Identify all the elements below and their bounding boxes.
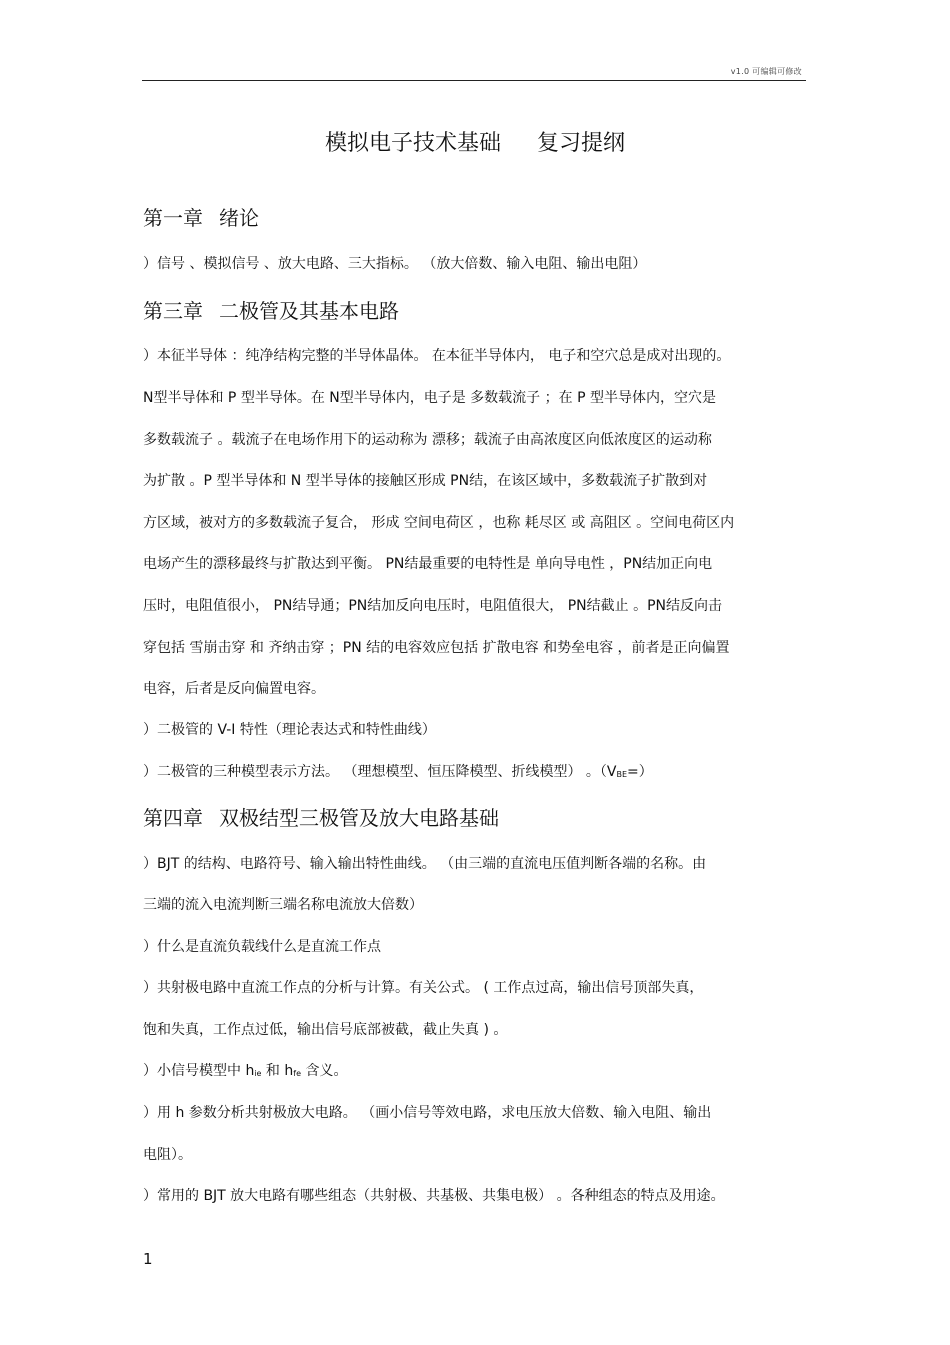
hie-subscript: ie	[254, 1069, 262, 1078]
page-number: 1	[143, 1250, 153, 1268]
chapter-3-name: 二极管及其基本电路	[219, 299, 399, 323]
chapter-4-label: 第四章	[143, 806, 203, 830]
chapter-4-item-4-c: 含义。	[301, 1063, 348, 1079]
chapter-1-heading	[143, 202, 259, 231]
chapter-3-para-line-8: 穿包括 雪崩击穿 和 齐纳击穿 ；PN 结的电容效应包括 扩散电容 和势垒电容 ，前者是正向偏置	[143, 640, 730, 656]
chapter-4-name: 双极结型三极管及放大电路基础	[219, 806, 499, 830]
chapter-1-item-1: ）信号 、模拟信号 、放大电路、三大指标。 （放大倍数、输入电阻、输出电阻）	[143, 256, 647, 272]
document-title	[0, 126, 950, 157]
chapter-3-item-3-end: =）	[627, 764, 653, 780]
chapter-3-para-line-9: 电容，后者是反向偏置电容。	[143, 681, 325, 697]
chapter-4-item-2: ）什么是直流负载线什么是直流工作点	[143, 939, 381, 955]
title-part-1: 模拟电子技术基础	[324, 131, 501, 156]
chapter-4-item-5-line-1: ）用 h 参数分析共射极放大电路。 （画小信号等效电路，求电压放大倍数、输入电阻、输出	[143, 1105, 712, 1121]
vbe-subscript: BE	[616, 770, 628, 779]
chapter-4-item-1-line-1: ）BJT 的结构、电路符号、输入输出特性曲线。 （由三端的直流电压值判断各端的名称。由	[143, 856, 707, 872]
chapter-1-name: 绪论	[219, 206, 259, 230]
chapter-4-item-4-b: 和 h	[261, 1063, 294, 1079]
chapter-4-heading	[143, 802, 499, 831]
header-rule	[142, 80, 806, 81]
chapter-3-item-3-text: ）二极管的三种模型表示方法。 （理想模型、恒压降模型、折线模型） 。（V	[143, 764, 617, 780]
chapter-3-para-line-6: 电场产生的漂移最终与扩散达到平衡。 PN结最重要的电特性是 单向导电性 ，PN结加正向电	[143, 556, 713, 572]
chapter-1-label: 第一章	[143, 206, 203, 230]
chapter-3-item-3	[143, 761, 808, 781]
chapter-3-label: 第三章	[143, 299, 203, 323]
chapter-3-item-2: ）二极管的 V-I 特性（理论表达式和特性曲线）	[143, 722, 436, 738]
chapter-3-para-line-2: N型半导体和 P 型半导体。在 N型半导体内，电子是 多数载流子 ；在 P 型半导体内，空穴是	[143, 390, 716, 406]
chapter-4-item-1-line-2: 三端的流入电流判断三端名称电流放大倍数）	[143, 897, 423, 913]
chapter-3-para-line-1: ）本征半导体 ：纯净结构完整的半导体晶体。 在本征半导体内， 电子和空穴总是成对出现的。	[143, 348, 731, 364]
chapter-3-para-line-5: 方区域，被对方的多数载流子复合， 形成 空间电荷区 ，也称 耗尽区 或 高阻区 。空间电荷区内	[143, 515, 735, 531]
chapter-3-para-line-3: 多数载流子 。载流子在电场作用下的运动称为 漂移；载流子由高浓度区向低浓度区的运动称	[143, 432, 712, 448]
header-version-note: v1.0 可编辑可修改	[730, 67, 802, 76]
chapter-4-item-4-a: ）小信号模型中 h	[143, 1063, 255, 1079]
chapter-3-heading	[143, 295, 399, 324]
chapter-4-item-3-line-2: 饱和失真，工作点过低，输出信号底部被截，截止失真 ) 。	[143, 1022, 508, 1038]
hfe-subscript: fe	[293, 1069, 302, 1078]
chapter-4-item-4	[143, 1060, 808, 1080]
chapter-4-item-3-line-1: ）共射极电路中直流工作点的分析与计算。有关公式。 ( 工作点过高，输出信号顶部失真，	[143, 980, 704, 996]
chapter-4-item-5-line-2: 电阻）。	[143, 1147, 192, 1163]
chapter-3-para-line-7: 压时，电阻值很小， PN结导通；PN结加反向电压时，电阻值很大， PN结截止 。PN结反向击	[143, 598, 723, 614]
chapter-4-item-6: ）常用的 BJT 放大电路有哪些组态（共射极、共基极、共集电极） 。各种组态的特点及用途。	[143, 1188, 725, 1204]
chapter-3-para-line-4: 为扩散 。P 型半导体和 N 型半导体的接触区形成 PN结，在该区域中，多数载流子扩散到对	[143, 473, 708, 489]
title-part-2: 复习提纲	[537, 131, 626, 156]
